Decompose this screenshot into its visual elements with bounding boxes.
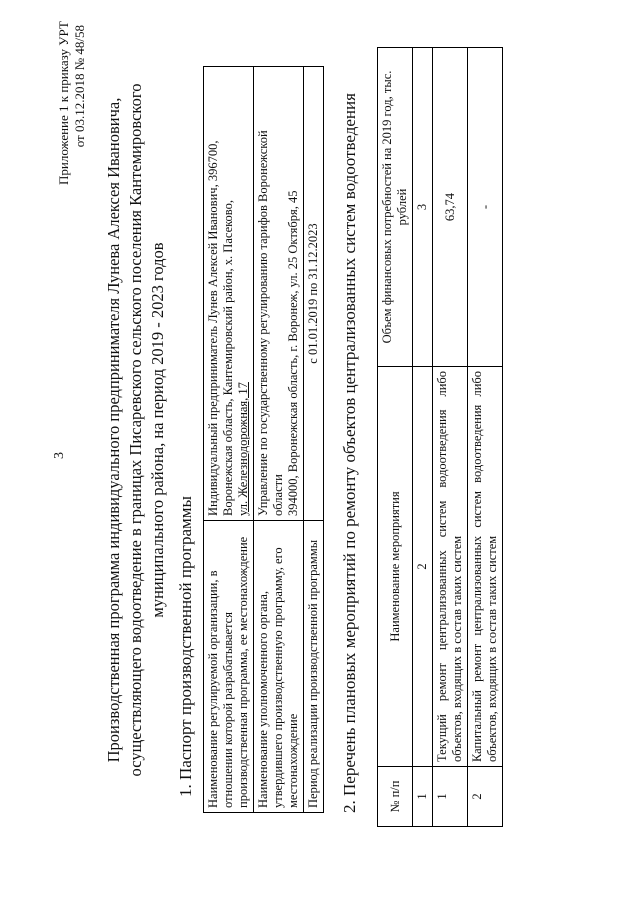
appendix-line: Приложение 1 к приказу УРТ: [56, 21, 71, 185]
column-header: № п/п: [378, 767, 413, 827]
passport-label: Наименование регулируемой организации, в отношении которой разрабатывается производственная программа, ее местонахождение: [204, 521, 254, 813]
table-row: [254, 67, 304, 813]
column-number: 1: [413, 767, 433, 827]
passport-label: Период реализации производственной программы: [304, 521, 324, 813]
measure-name: Капитальный ремонт централизованных систем водоотведения либо объектов, входящих в состав таких систем: [468, 367, 503, 767]
passport-value: [304, 67, 324, 521]
plan-table: [377, 47, 503, 827]
value-line: области: [271, 474, 285, 516]
document-title: [103, 45, 169, 815]
table-row: [468, 48, 503, 827]
table-row: [433, 48, 468, 827]
column-number: 3: [413, 48, 433, 367]
table-row: [204, 67, 254, 813]
section-heading-plan: 2. Перечень плановых мероприятий по ремонту объектов централизованных систем водоотведения: [340, 93, 359, 813]
title-line: Производственная программа индивидуального предпринимателя Лунева Алексея Ивановича,: [104, 97, 123, 763]
section-heading-passport: 1. Паспорт производственной программы: [176, 496, 195, 797]
table-row: [413, 48, 433, 827]
measure-name: Текущий ремонт централизованных систем водоотведения либо объектов, входящих в состав таких систем: [433, 367, 468, 767]
appendix-note: [56, 21, 88, 185]
column-header: Объем финансовых потребностей на 2019 год, тыс. рублей: [378, 48, 413, 367]
table-header-row: [378, 48, 413, 827]
passport-label: Наименование уполномоченного органа, утвердившего производственную программу, его местонахождение: [254, 521, 304, 813]
passport-value: [204, 67, 254, 521]
appendix-line: от 03.12.2018 № 48/58: [72, 25, 87, 148]
measure-value: 63,74: [433, 48, 468, 367]
table-row: [304, 67, 324, 813]
value-line: с 01.01.2019 по 31.12.2023: [306, 223, 320, 364]
passport-table: [203, 66, 324, 813]
column-number: 2: [413, 367, 433, 767]
passport-value: [254, 67, 304, 521]
page-number: 3: [52, 452, 67, 459]
value-line: 394000, Воронежская область, г. Воронеж, ул. 25 Октября, 45: [286, 190, 300, 516]
title-line: осуществляющего водоотведение в границах Писаревского сельского поселения Кантемировского: [126, 83, 145, 777]
value-line: Управление по государственному регулированию тарифов Воронежской: [256, 130, 270, 516]
value-line: Воронежская область, Кантемировский район, х. Пасеково,: [221, 200, 235, 516]
value-line: ул. Железнодорожная, 17: [236, 382, 250, 516]
row-number: 1: [433, 767, 468, 827]
measure-value: -: [468, 48, 503, 367]
title-line: муниципального района, на период 2019 - 2023 годов: [148, 242, 167, 618]
value-line: Индивидуальный предприниматель Лунев Алексей Иванович, 396700,: [206, 140, 220, 516]
column-header: Наименование мероприятия: [378, 367, 413, 767]
row-number: 2: [468, 767, 503, 827]
